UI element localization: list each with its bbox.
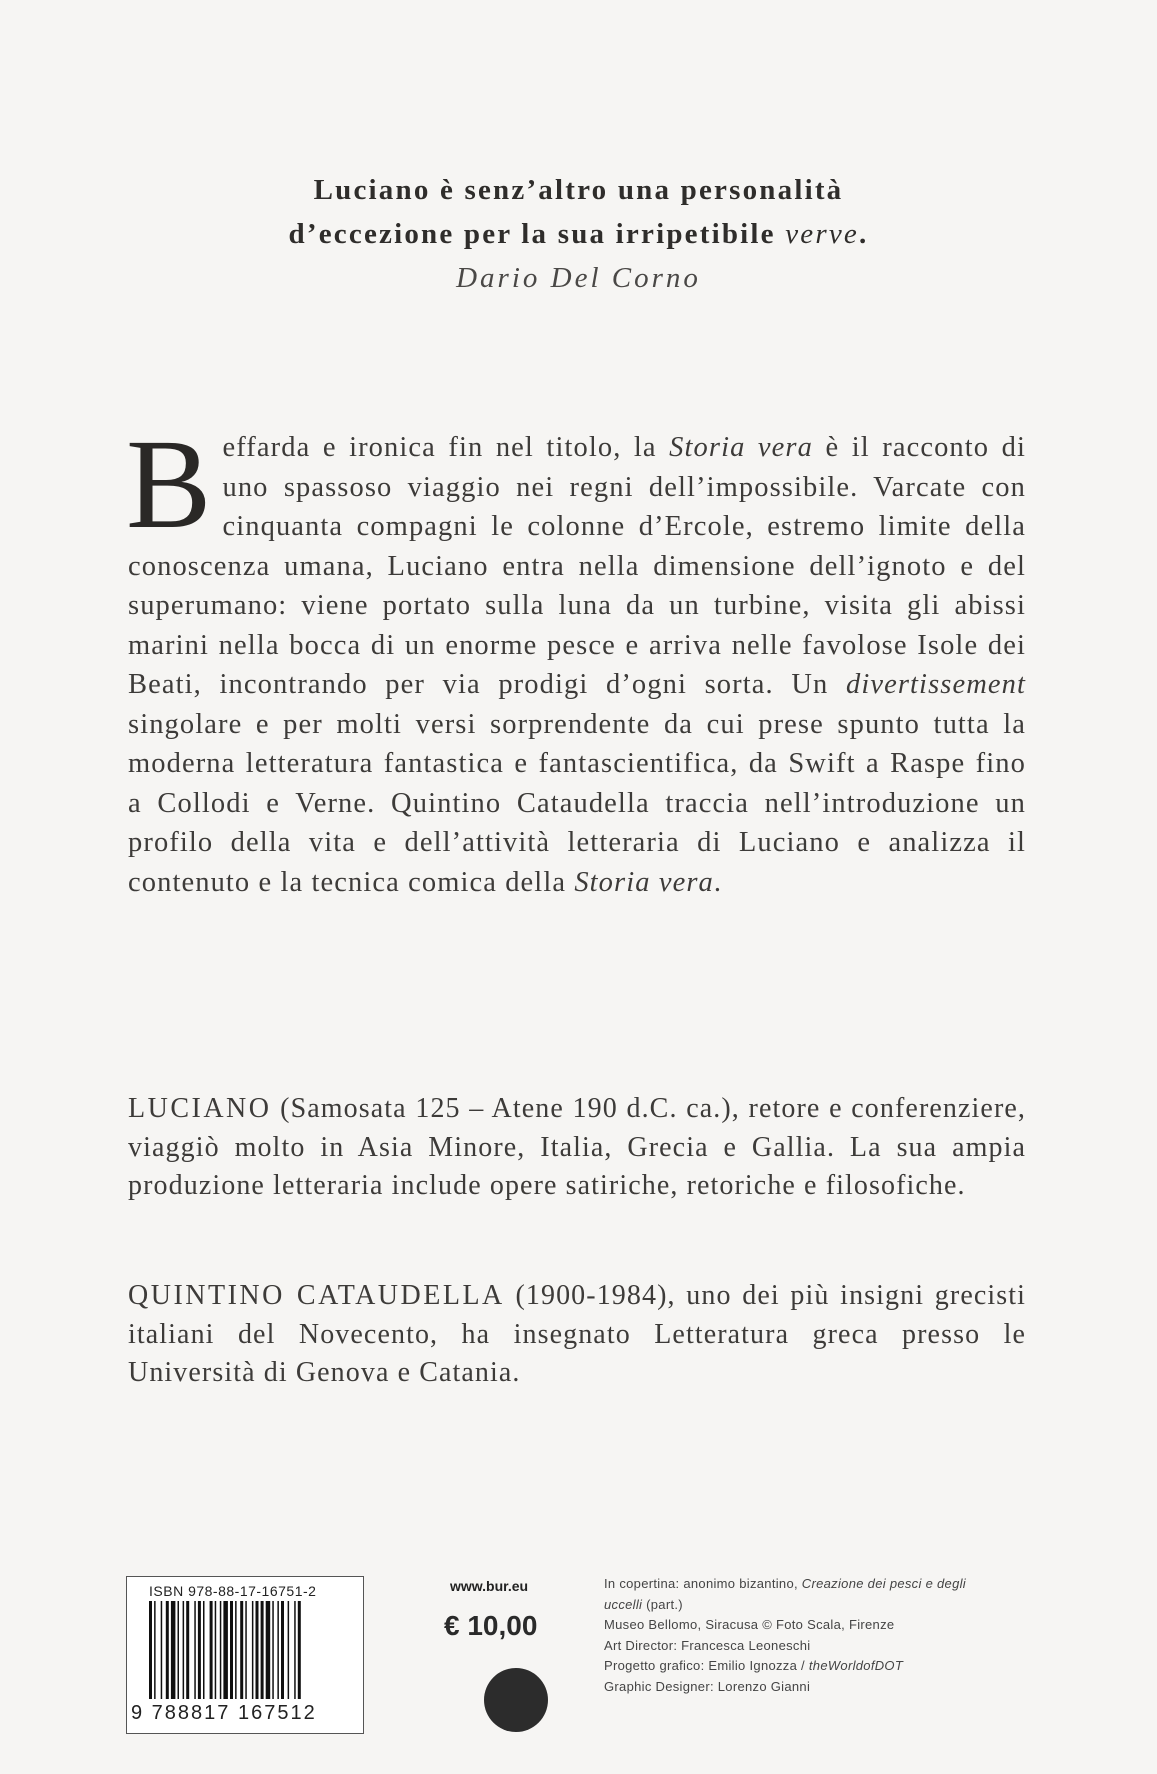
credit-line-3: Art Director: Francesca Leoneschi (604, 1637, 811, 1653)
blurb-text-4: . (713, 866, 723, 898)
author-bio (128, 1090, 1026, 1206)
epigraph-italic-word: verve (785, 218, 859, 250)
author-bio-text: (Samosata 125 – Atene 190 d.C. ca.), retore e conferenziere, viaggiò molto in Asia Minore, Italia, Grecia e Gallia. La sua ampia produzione letteraria include opere satiriche, retoriche e filosofiche. (128, 1093, 1026, 1201)
blurb-text-3: singolare e per molti versi sorprendente da cui prese spunto tutta la moderna letteratura fantastica e fantascientifica, da Swift a Raspe fino a Collodi e Verne. Quintino Cataudella traccia nell’introduzione un profilo della vita e dell’attività letteraria di Luciano e analizza il contenuto e la tecnica comica della (128, 708, 1026, 898)
credit-design-label: Progetto grafico: Emilio Ignozza / (604, 1658, 809, 1673)
publisher-website: www.bur.eu (450, 1578, 529, 1594)
credit-cover-part: (part.) (642, 1596, 683, 1612)
credit-line-2: Museo Bellomo, Siracusa © Foto Scala, Firenze (604, 1617, 895, 1632)
publisher-logo-dot (484, 1668, 548, 1732)
book-blurb (126, 413, 1026, 902)
barcode-bars (149, 1601, 345, 1699)
blurb-italic-divertissement: divertissement (845, 669, 1026, 700)
epigraph (0, 168, 1157, 300)
epigraph-line-1: Luciano è senz’altro una personalità (313, 174, 844, 206)
epigraph-line-2-text: d’eccezione per la sua irripetibile (288, 218, 786, 250)
translator-bio (128, 1277, 1026, 1393)
epigraph-line-2 (0, 212, 1157, 256)
credit-line-1 (604, 1574, 984, 1615)
isbn-label: ISBN 978-88-17-16751-2 (149, 1583, 317, 1599)
credit-cover-title: Creazione dei pesci e degli uccelli (604, 1576, 966, 1612)
drop-cap: B (126, 413, 213, 555)
blurb-title-italic-1: Storia vera (669, 432, 813, 463)
credit-line-4 (604, 1656, 984, 1677)
translator-name: QUINTINO CATAUDELLA (128, 1280, 505, 1311)
epigraph-line-2-end: . (858, 218, 869, 250)
translator-bio-text: (1900-1984), uno dei più insigni grecisti italiani del Novecento, ha insegnato Letteratura greca presso le Università di Genova e Catania. (128, 1280, 1027, 1388)
credit-design-studio: theWorldofDOT (808, 1658, 904, 1673)
blurb-title-italic-2: Storia vera (574, 866, 714, 898)
credit-cover-label: In copertina: anonimo bizantino, (604, 1576, 802, 1591)
blurb-text-1: effarda e ironica fin nel titolo, la (222, 432, 670, 463)
author-name: LUCIANO (128, 1093, 272, 1124)
credit-line-5: Graphic Designer: Lorenzo Gianni (604, 1678, 811, 1694)
cover-credits (604, 1574, 984, 1697)
blurb-text-2: è il racconto di uno spassoso viaggio nei regni dell’impossibile. Varcate con cinquanta compagni le colonne d’Ercole, estremo limite della conoscenza umana, Luciano entra nella dimensione dell’ignoto e del superumano: viene portato sulla luna da un turbine, visita gli abissi marini nella bocca di un enorme pesce e arriva nelle favolose Isole dei Beati, incontrando per via prodigi d’ogni sorta. Un (128, 432, 1026, 700)
isbn-digits: 9 788817 167512 (131, 1702, 317, 1724)
epigraph-author: Dario Del Corno (456, 262, 701, 294)
price: € 10,00 (444, 1610, 538, 1641)
isbn-barcode (126, 1576, 364, 1734)
